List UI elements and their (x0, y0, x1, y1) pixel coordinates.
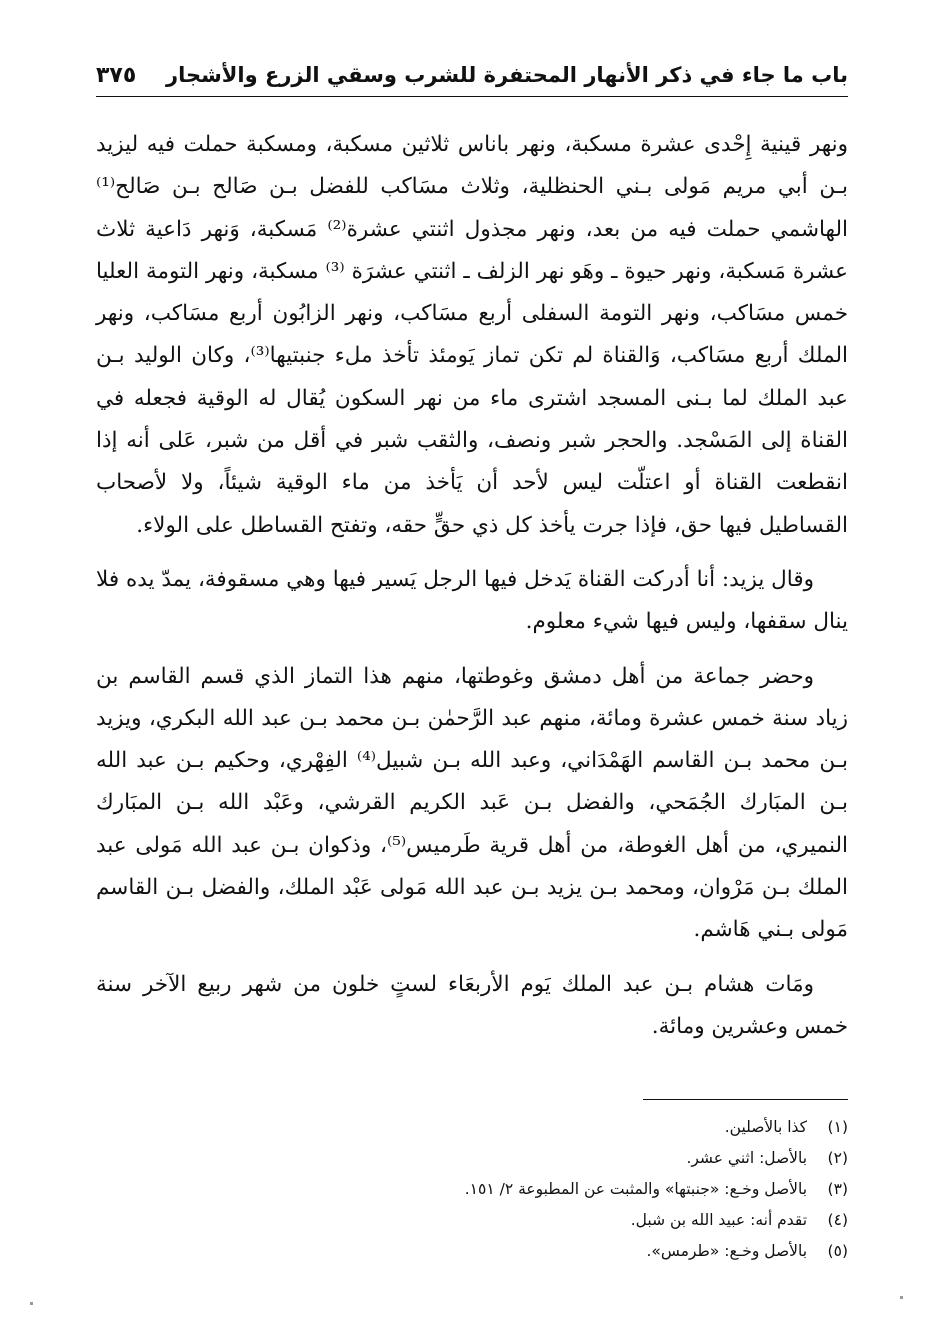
text-line: صَالح⁽¹⁾ الهاشمي حملت فيه من بعد، ونهر مجذول اثنتي عشرة⁽²⁾ مَسكبة، وَنهر (96, 174, 848, 242)
footnote (96, 1236, 848, 1267)
text-line: المبَارك النميري، من أهل الغوطة، من أهل قرية طَرميس⁽⁵⁾، وذكوان بـن عبد الله (96, 790, 848, 858)
footnote-text: كذا بالأصلين. (724, 1118, 808, 1136)
text-line: والفضل بـن القاسم مَولى بـني هَاشم. (96, 875, 848, 943)
page-number: ٣٧٥ (96, 62, 137, 88)
paragraph-witnesses (96, 656, 848, 952)
footnote-text: بالأصل: اثني عشر. (686, 1149, 808, 1167)
text-line: ليزيد بـن أبي مريم مَولى بـني الحنظلية، وثلاث مسَاكب للفضل بـن صَالح بـن (96, 132, 848, 200)
text-line: ومَات هشام بـن عبد الملك يَوم الأربعَاء لستٍ خلون من شهر ربيع الآخر سنة (96, 971, 814, 997)
footnote (96, 1112, 848, 1143)
text-line: خمس وعشرين ومائة. (651, 1013, 848, 1039)
footnote-text: بالأصل وخـع: «جنبتها» والمثبت عن المطبوعة ٢/ ١٥١. (464, 1180, 808, 1198)
footnote-number: (١) (827, 1118, 848, 1136)
text-line: ونهر قينية إِحْدى عشرة مسكبة، ونهر باناس ثلاثين مسكبة، ومسكبة حملت فيه (146, 132, 848, 157)
footnote-divider (643, 1099, 848, 1100)
footnote-number: (٣) (827, 1180, 848, 1198)
footnote-text: بالأصل وخـع: «طرمس». (646, 1242, 808, 1260)
footnote (96, 1174, 848, 1205)
header-divider (96, 96, 848, 97)
text-line: جنبتيها⁽³⁾، وكان الوليد بـن عبد الملك لما بـنى المسجد اشترى ماء من نهر السكون (96, 343, 848, 411)
scan-speck (30, 1302, 33, 1305)
text-line: ويزيد بـن محمد بـن القاسم الهَمْدَاني، وعبد الله بـن شبيل⁽⁴⁾ الفِهْري، وحكيم بـن (96, 705, 848, 774)
scan-speck (900, 1296, 903, 1299)
paragraph-yazid-account (96, 559, 848, 644)
footnotes (96, 1112, 848, 1267)
paragraph-hisham-death (96, 964, 848, 1049)
chapter-title: باب ما جاء في ذكر الأنهار المحتفرة للشرب وسقي الزرع والأشجار (166, 63, 848, 87)
text-line: أقل من شبر، عَلى أنه إذا انقطعت القناة أو اعتلّت ليس لأحد أن يَأخذ من ماء الوقية (96, 428, 848, 496)
text-line: شيئاً، ولا لأصحاب القساطيل فيها حق، فإذا جرت يأخذ كل ذي حقٍّ حقه، وتفتح (96, 470, 848, 538)
text-line: دَاعية ثلاث عشرة مَسكبة، ونهر حيوة ـ وهَو نهر الزلف ـ اثنتي عشرَة ⁽³⁾ مسكبة، (96, 216, 848, 284)
footnote-number: (٢) (827, 1149, 848, 1167)
text-line: يُقال له الوقية فجعله في القناة إلى المَسْجد. والحجر شبر ونصف، والثقب شبر في (96, 385, 849, 454)
running-header (96, 58, 848, 92)
text-line: عبد الله بـن المبَارك الجُمَحي، والفضل بـن عَبد الكريم القرشي، وعَبْد الله بـن (96, 748, 848, 816)
text-line: ونهر التومة العليا خمس مسَاكب، ونهر التومة السفلى أربع مسَاكب، ونهر الزابُون (96, 258, 849, 327)
text-line: زياد سنة خمس عشرة ومائة، منهم عبد الرَّحمٰن بـن محمد بـن عبد الله البكري، (148, 705, 848, 731)
paragraph-canal-allocations (96, 124, 848, 547)
footnote-text: تقدم أنه: عبيد الله بن شبل. (630, 1211, 808, 1229)
footnote-number: (٤) (827, 1211, 848, 1229)
text-line: القساطل على الولاء. (136, 512, 324, 538)
footnote (96, 1143, 848, 1174)
text-line: فلا ينال سقفها، وليس فيها شيء معلوم. (96, 566, 848, 635)
footnote (96, 1205, 848, 1236)
text-line: أربع مسَاكب، ونهر الملك أربع مسَاكب، وَالقناة لم تكن تماز يَومئذ تأخذ ملء (96, 301, 848, 369)
text-line: مَولى عبد الملك بـن مَرْوان، ومحمد بـن يزيد بـن عبد الله مَولى عَبْد الملك، (96, 832, 848, 901)
text-line: وحضر جماعة من أهل دمشق وغوطتها، منهم هذا التماز الذي قسم القاسم بن (96, 663, 814, 689)
main-text (96, 124, 848, 1060)
text-line: وقال يزيد: أنا أدركت القناة يَدخل فيها الرجل يَسير فيها وهي مسقوفة، يمدّ يده (125, 566, 814, 592)
footnote-number: (٥) (827, 1242, 848, 1260)
